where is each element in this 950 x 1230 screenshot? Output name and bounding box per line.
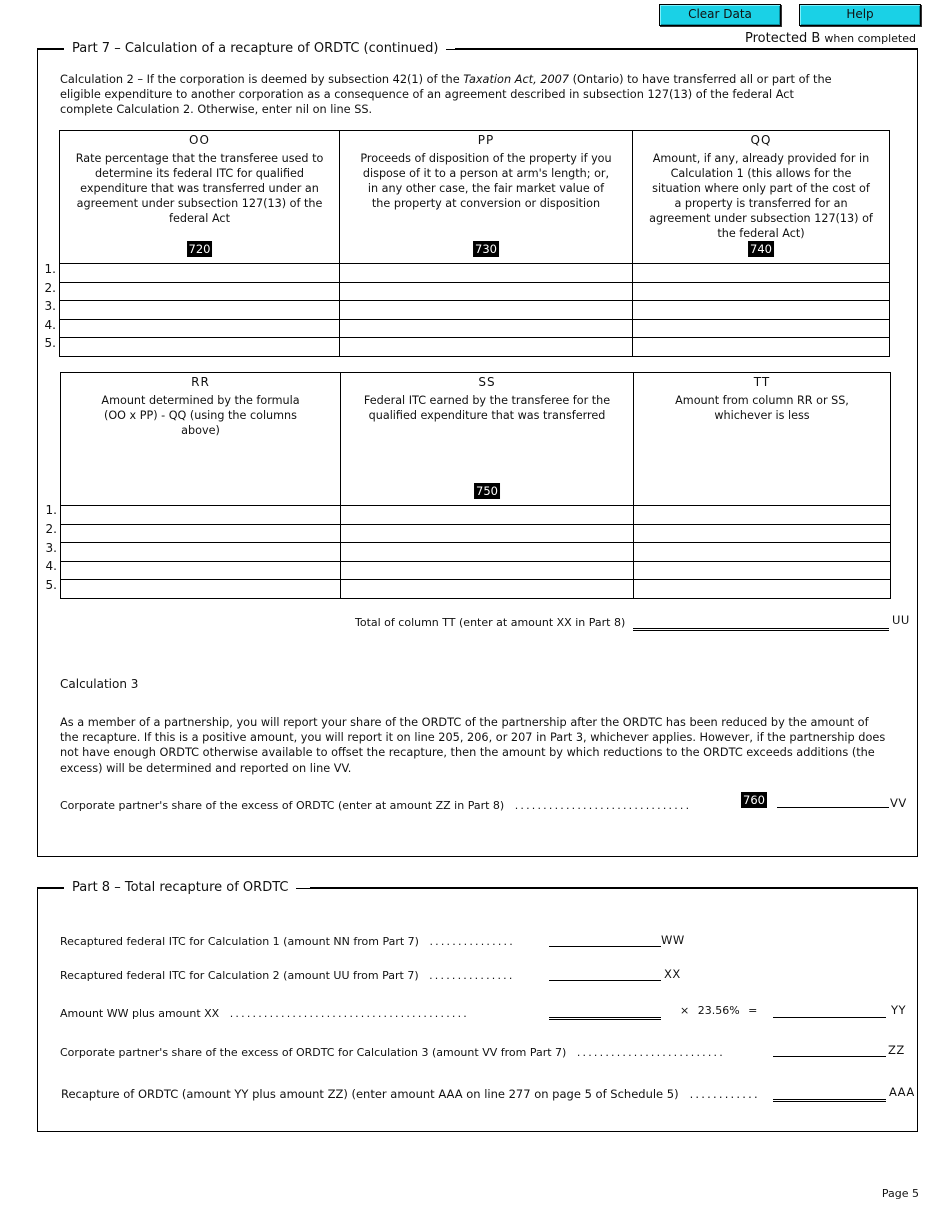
- table-row: [61, 543, 891, 562]
- line-tag-aaa: AAA: [889, 1085, 915, 1099]
- ww-field[interactable]: [549, 933, 661, 947]
- tt-input-1[interactable]: [634, 506, 891, 525]
- part8-line-zz-label: Corporate partner's share of the excess of ORDTC for Calculation 3 (amount VV from Part 7) ..........................: [60, 1046, 725, 1059]
- ww-plus-xx-field[interactable]: [549, 1005, 661, 1020]
- clear-data-button[interactable]: Clear Data: [659, 4, 781, 26]
- table-row: [61, 580, 891, 599]
- qq-input-4[interactable]: [633, 319, 890, 338]
- oo-input-3[interactable]: [60, 301, 340, 320]
- ss-input-2[interactable]: [341, 524, 634, 543]
- tt-input-5[interactable]: [634, 580, 891, 599]
- rr-input-3[interactable]: [61, 543, 341, 562]
- line-code-740: 740: [750, 242, 772, 256]
- legend-rule: [455, 48, 918, 50]
- line-code-730: 730: [475, 242, 497, 256]
- legend-rule: [310, 887, 918, 889]
- row-number: 3.: [45, 541, 57, 555]
- oo-input-2[interactable]: [60, 282, 340, 301]
- ss-input-3[interactable]: [341, 543, 634, 562]
- line-code-750: 750: [476, 484, 498, 498]
- line-tag-vv: VV: [890, 796, 907, 810]
- qq-input-2[interactable]: [633, 282, 890, 301]
- row-number: 1.: [44, 262, 56, 276]
- page-number: Page 5: [881, 1187, 919, 1200]
- aaa-field[interactable]: [773, 1087, 886, 1102]
- column-tt-header: TT Amount from column RR or SS, whichever is less: [675, 375, 849, 422]
- line-code-720: 720: [188, 242, 211, 256]
- legend-rule: [37, 48, 64, 50]
- part8-title: Part 8 – Total recapture of ORDTC: [64, 880, 296, 895]
- calc2-table-rr-ss-tt: [60, 372, 891, 599]
- line-tag-uu: UU: [892, 613, 910, 627]
- total-tt-uu-field[interactable]: [633, 616, 889, 631]
- tt-input-4[interactable]: [634, 561, 891, 580]
- calc3-title: Calculation 3: [60, 677, 139, 691]
- zz-field[interactable]: [773, 1043, 886, 1057]
- line-tag-yy: YY: [891, 1003, 907, 1017]
- row-number: 1.: [45, 503, 57, 517]
- pp-input-1[interactable]: [340, 264, 633, 283]
- table-row: [60, 319, 890, 338]
- row-number: 2.: [44, 281, 56, 295]
- qq-input-1[interactable]: [633, 264, 890, 283]
- column-rr-header: RR Amount determined by the formula (OO x PP) - QQ (using the columns above): [101, 375, 300, 437]
- tt-input-3[interactable]: [634, 543, 891, 562]
- table-row: [60, 282, 890, 301]
- ss-input-4[interactable]: [341, 561, 634, 580]
- table-row: [61, 524, 891, 543]
- pp-input-4[interactable]: [340, 319, 633, 338]
- tt-input-2[interactable]: [634, 524, 891, 543]
- part8-line-xx-label: Recaptured federal ITC for Calculation 2 (amount UU from Part 7) ...............: [60, 969, 515, 982]
- line-tag-zz: ZZ: [888, 1043, 905, 1057]
- ss-input-1[interactable]: [341, 506, 634, 525]
- table-row: [61, 561, 891, 580]
- pp-input-5[interactable]: [340, 338, 633, 357]
- calc3-text: As a member of a partnership, you will report your share of the ORDTC of the partnership after the ORDTC has been reduced by the amount of the recapture. If this is a positive amount, you will report it on line 205, 206, or 207 in Part 3, whichever applies. However, if the partnership does not have enough ORDTC otherwise available to offset the recapture, then the amount by which reductions to the ORDTC exceeds additions (the excess) will be determined and reported on line VV.: [60, 716, 886, 775]
- rr-input-1[interactable]: [61, 506, 341, 525]
- rr-input-2[interactable]: [61, 524, 341, 543]
- row-number: 2.: [45, 522, 57, 536]
- oo-input-5[interactable]: [60, 338, 340, 357]
- part8-line-ww-plus-xx-label: Amount WW plus amount XX ..........................................: [60, 1007, 469, 1020]
- table-row: [61, 506, 891, 525]
- table-row: [60, 264, 890, 283]
- total-tt-label: Total of column TT (enter at amount XX in Part 8): [355, 616, 626, 629]
- column-pp-header: PP Proceeds of disposition of the property if you dispose of it to a person at arm's length; or, in any other case, the fair market value of the property at conversion or disposition 730: [360, 133, 612, 256]
- column-qq-header: QQ Amount, if any, already provided for in Calculation 1 (this allows for the situation where only part of the cost of a property is transferred for an agreement under subsection 127(13) of the federal Act) 740: [649, 133, 873, 256]
- legend-rule: [37, 887, 64, 889]
- qq-input-3[interactable]: [633, 301, 890, 320]
- pp-input-3[interactable]: [340, 301, 633, 320]
- ss-input-5[interactable]: [341, 580, 634, 599]
- row-number: 3.: [44, 299, 56, 313]
- column-oo-header: OO Rate percentage that the transferee used to determine its federal ITC for qualified expenditure that was transferred under an agreement under subsection 127(13) of the federal Act 720: [75, 133, 324, 256]
- protected-b-notice: Protected B when completed: [745, 31, 916, 46]
- rate-multiplier: × 23.56% =: [680, 1004, 758, 1017]
- part7-title: Part 7 – Calculation of a recapture of ORDTC (continued): [64, 41, 446, 56]
- calc3-line-label: Corporate partner's share of the excess of ORDTC (enter at amount ZZ in Part 8) ...............................: [60, 799, 692, 812]
- row-number: 4.: [44, 318, 56, 332]
- calc3-vv-field[interactable]: [777, 794, 889, 808]
- yy-field[interactable]: [773, 1004, 886, 1018]
- rr-input-4[interactable]: [61, 561, 341, 580]
- calc2-table-oo-pp-qq: [59, 130, 890, 357]
- row-number: 5.: [44, 336, 56, 350]
- row-number: 4.: [45, 559, 57, 573]
- line-code-760: 760: [743, 793, 765, 807]
- line-tag-ww: WW: [661, 933, 685, 947]
- row-number: 5.: [45, 578, 57, 592]
- calc2-intro: Calculation 2 – If the corporation is deemed by subsection 42(1) of the Taxation Act, 2007 (Ontario) to have transferred all or part of the eligible expenditure to another corporation as a consequence of an agreement described in subsection 127(13) of the federal Act complete Calculation 2. Otherwise, enter nil on line SS.: [60, 73, 832, 117]
- help-button[interactable]: Help: [799, 4, 921, 26]
- qq-input-5[interactable]: [633, 338, 890, 357]
- pp-input-2[interactable]: [340, 282, 633, 301]
- part8-line-ww-label: Recaptured federal ITC for Calculation 1 (amount NN from Part 7) ...............: [60, 935, 515, 948]
- xx-field[interactable]: [549, 967, 661, 981]
- column-ss-header: SS Federal ITC earned by the transferee for the qualified expenditure that was transferred 750: [363, 375, 611, 498]
- part8-line-aaa-label: Recapture of ORDTC (amount YY plus amount ZZ) (enter amount AAA on line 277 on page 5 of Schedule 5) ............: [61, 1087, 760, 1101]
- oo-input-1[interactable]: [60, 264, 340, 283]
- rr-input-5[interactable]: [61, 580, 341, 599]
- table-row: [60, 301, 890, 320]
- line-tag-xx: XX: [664, 967, 681, 981]
- oo-input-4[interactable]: [60, 319, 340, 338]
- table-row: [60, 338, 890, 357]
